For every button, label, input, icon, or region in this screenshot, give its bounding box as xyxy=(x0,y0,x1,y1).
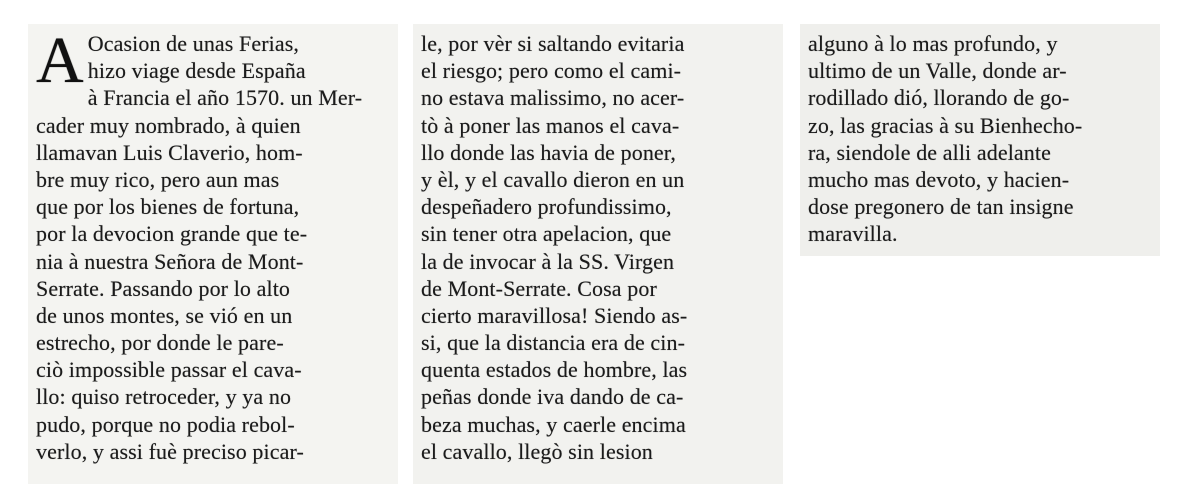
text-line: le, por vèr si saltando evitaria xyxy=(421,31,685,56)
text-line: por la devocion grande que te- xyxy=(36,221,308,247)
text-line: llamavan Luis Claverio, hom- xyxy=(36,139,303,165)
text-line: pudo, porque no podia rebol- xyxy=(36,411,295,437)
text-line: rodillado dió, llorando de go- xyxy=(808,85,1070,111)
text-line: de Mont-Serrate. Cosa por xyxy=(421,275,657,301)
text-line: ciò impossible passar el cava- xyxy=(36,357,302,383)
text-line: cierto maravillosa! Siendo as- xyxy=(421,302,688,328)
text-line: à Francia el año 1570. un Mer- xyxy=(87,85,363,111)
text-line: maravilla. xyxy=(808,221,898,247)
text-column-3 xyxy=(800,24,1160,256)
text-line: despeñadero profundissimo, xyxy=(421,194,672,220)
text-line: mucho mas devoto, y hacien- xyxy=(808,166,1070,192)
text-line: quenta estados de hombre, las xyxy=(421,357,688,383)
text-line: hizo viage desde España xyxy=(87,58,306,84)
text-line: no estava malissimo, no acer- xyxy=(421,85,685,111)
text-line: la de invocar à la SS. Virgen xyxy=(421,248,675,274)
text-line: Serrate. Passando por lo alto xyxy=(36,275,291,301)
text-line: dose pregonero de tan insigne xyxy=(808,194,1074,220)
text-line: bre muy rico, pero aun mas xyxy=(36,166,280,192)
text-line: llo donde las havia de poner, xyxy=(421,139,676,165)
text-line: si, que la distancia era de cin- xyxy=(421,330,686,356)
text-line: beza muchas, y caerle encima xyxy=(421,411,686,437)
text-line: de unos montes, se vió en un xyxy=(36,302,293,328)
text-line: el cavallo, llegò sin lesion xyxy=(421,438,653,464)
text-line: verlo, y assi fuè preciso picar- xyxy=(36,438,304,464)
text-line: nia à nuestra Señora de Mont- xyxy=(36,248,304,274)
text-line: alguno à lo mas profundo, y xyxy=(808,31,1058,56)
text-line: ra, siendole de alli adelante xyxy=(808,139,1051,165)
text-column-1 xyxy=(28,24,398,484)
text-line: cader muy nombrado, à quien xyxy=(36,112,301,138)
text-line: Ocasion de unas Ferias, xyxy=(87,31,300,56)
text-line: llo: quiso retroceder, y ya no xyxy=(36,384,292,410)
text-line: sin tener otra apelacion, que xyxy=(421,221,672,247)
text-column-2 xyxy=(413,24,783,484)
text-line: que por los bienes de fortuna, xyxy=(36,194,300,220)
text-line: ultimo de un Valle, donde ar- xyxy=(808,58,1067,84)
text-line: estrecho, por donde le pare- xyxy=(36,330,284,356)
text-line: y èl, y el cavallo dieron en un xyxy=(421,166,685,192)
text-line: zo, las gracias à su Bienhecho- xyxy=(808,112,1083,138)
text-line: el riesgo; pero como el cami- xyxy=(421,58,682,84)
text-line: peñas donde iva dando de ca- xyxy=(421,384,684,410)
drop-cap-letter: A xyxy=(36,24,84,97)
text-line: tò à poner las manos el cava- xyxy=(421,112,680,138)
